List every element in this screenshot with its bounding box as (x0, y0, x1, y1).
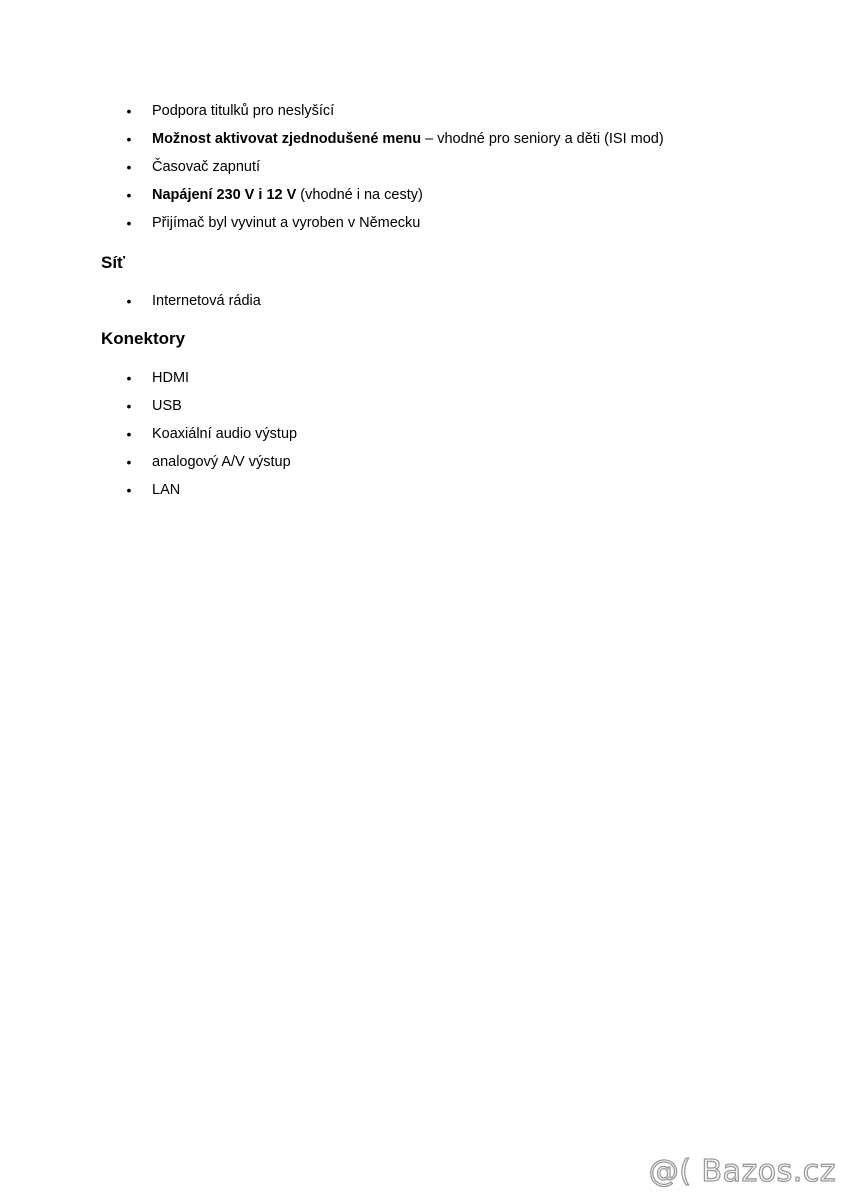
list-item-text: Časovač zapnutí (152, 159, 261, 175)
list-item (124, 185, 664, 213)
list-item-text: Koaxiální audio výstup (152, 426, 298, 442)
list-item-bold: Možnost aktivovat zjednodušené menu (152, 131, 422, 147)
section-heading-network: Síť (101, 253, 126, 272)
features-list (124, 101, 664, 241)
list-item-text: Internetová rádia (152, 293, 261, 309)
list-item-text: USB (152, 398, 182, 414)
list-item-text: HDMI (152, 370, 190, 386)
list-item-text: Přijímač byl vyvinut a vyroben v Německu (152, 215, 421, 231)
bullet-icon: • (126, 103, 132, 119)
bullet-icon: • (126, 426, 132, 442)
bullet-icon: • (126, 187, 132, 203)
list-item (124, 291, 261, 319)
list-item-text: – vhodné pro seniory a děti (ISI mod) (421, 131, 664, 147)
bullet-icon: • (126, 131, 132, 147)
list-item-text: analogový A/V výstup (152, 454, 291, 470)
list-item (124, 368, 297, 396)
network-list (124, 291, 261, 319)
list-item-text: LAN (152, 482, 181, 498)
list-item (124, 101, 664, 129)
bullet-icon: • (126, 215, 132, 231)
list-item (124, 424, 297, 452)
bullet-icon: • (126, 398, 132, 414)
connectors-list (124, 368, 297, 508)
list-item-bold: Napájení 230 V i 12 V (152, 187, 297, 203)
watermark: @( Bazos.cz (648, 1154, 836, 1189)
section-heading-connectors: Konektory (101, 329, 186, 348)
bullet-icon: • (126, 370, 132, 386)
list-item (124, 157, 664, 185)
list-item (124, 129, 664, 157)
bullet-icon: • (126, 454, 132, 470)
list-item (124, 396, 297, 424)
list-item (124, 213, 664, 241)
list-item-text: (vhodné i na cesty) (296, 187, 423, 203)
list-item (124, 480, 297, 508)
bullet-icon: • (126, 293, 132, 309)
bullet-icon: • (126, 482, 132, 498)
list-item (124, 452, 297, 480)
bullet-icon: • (126, 159, 132, 175)
list-item-text: Podpora titulků pro neslyšící (152, 103, 335, 119)
